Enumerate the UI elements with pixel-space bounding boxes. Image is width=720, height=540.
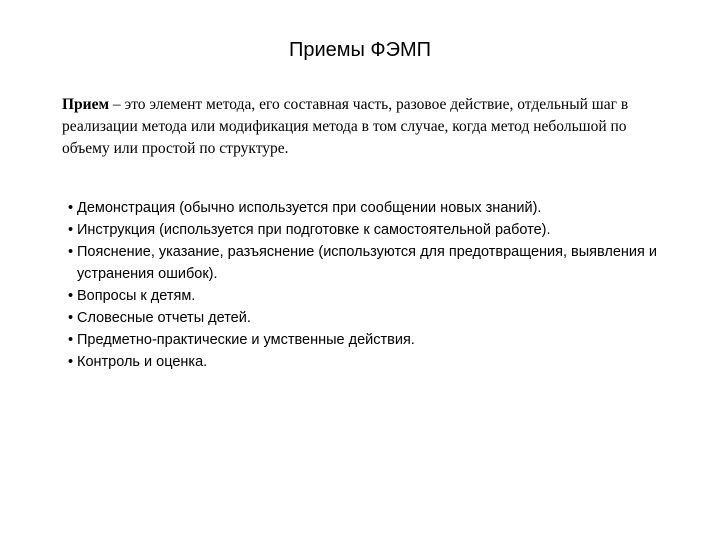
page-title: Приемы ФЭМП [288,39,432,61]
list-item [68,241,658,285]
list-item-text: Инструкция (используется при подготовке к самостоятельной работе). [77,222,551,238]
bullet-icon: • [68,288,74,304]
list-item [68,197,658,219]
list-item-text: Пояснение, указание, разъяснение (используются для предотвращения, выявления и устранения ошибок). [77,244,658,282]
bullet-icon: • [68,332,74,348]
list-item-text: Вопросы к детям. [77,288,196,304]
bullet-icon: • [68,244,74,260]
list-item-text: Демонстрация (обычно используется при сообщении новых знаний). [77,200,542,216]
list-item [68,307,658,329]
bullet-icon: • [68,354,74,370]
list-item-text: Контроль и оценка. [77,354,208,370]
bullet-icon: • [68,310,74,326]
bullet-icon: • [68,200,74,216]
definition-paragraph [62,94,662,160]
bullet-icon: • [68,222,74,238]
definition-text: – это элемент метода, его составная часть, разовое действие, отдельный шаг в реализации метода или модификация метода в том случае, когда метод небольшой по объему или простой по структуре. [62,96,629,157]
list-item-text: Словесные отчеты детей. [77,310,251,326]
list-item-text: Предметно-практические и умственные действия. [77,332,415,348]
techniques-list [68,197,658,373]
list-item [68,285,658,307]
list-item [68,219,658,241]
list-item [68,329,658,351]
list-item [68,351,658,373]
definition-term: Прием [62,96,110,113]
